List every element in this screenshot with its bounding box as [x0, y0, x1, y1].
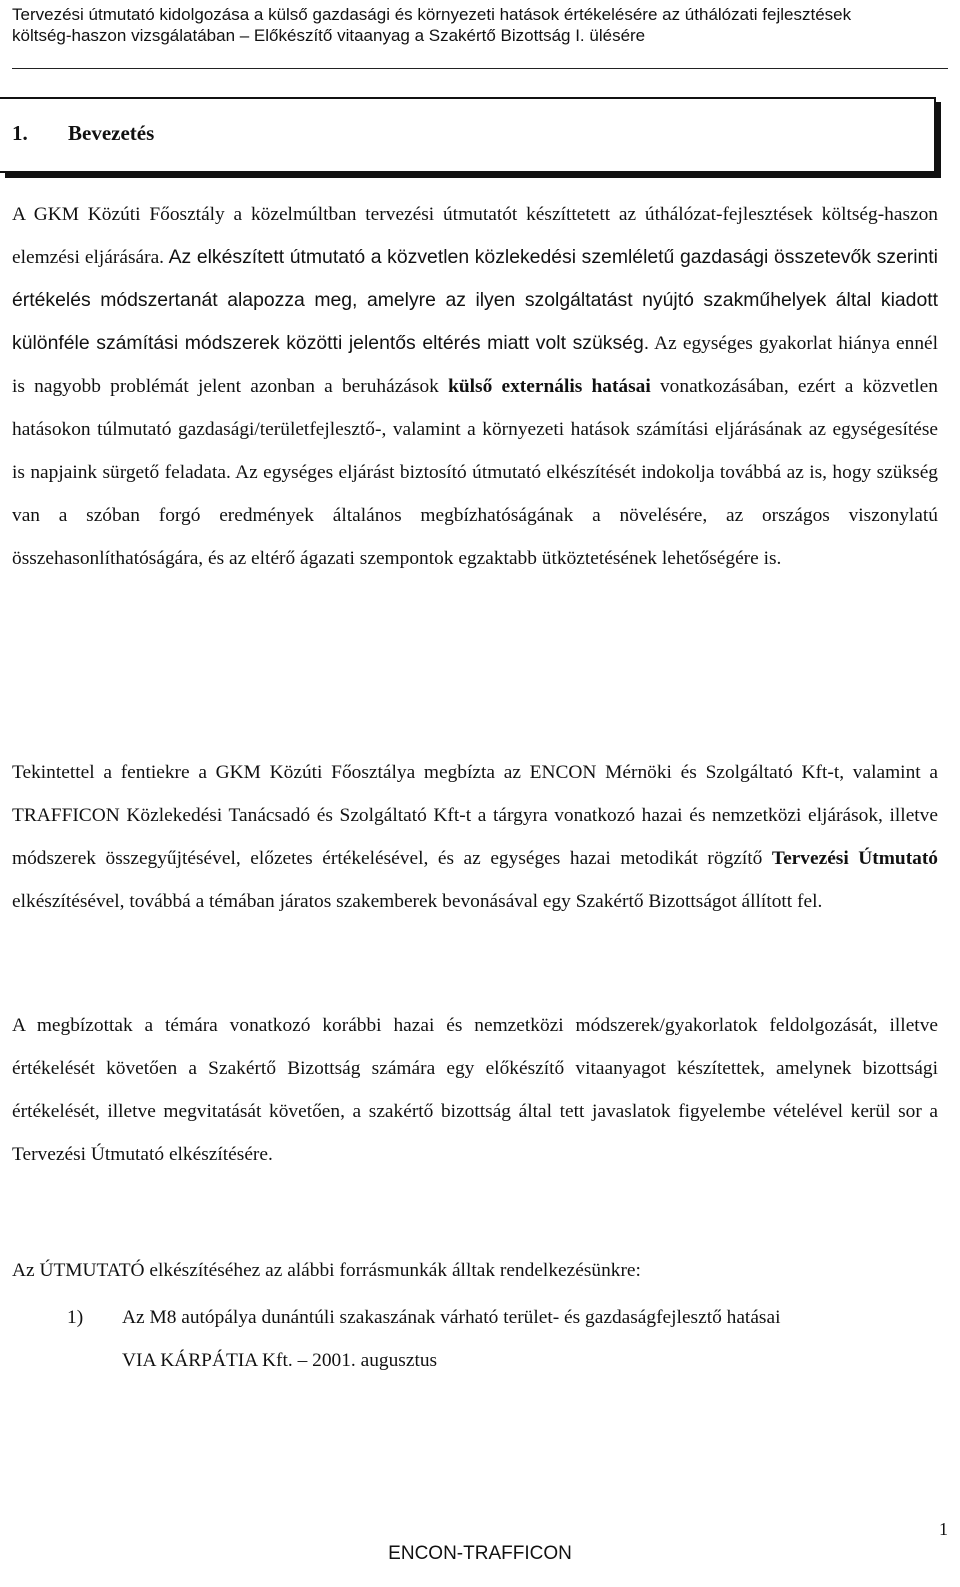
running-header — [12, 4, 948, 46]
footer-text: ENCON-TRAFFICON — [388, 1543, 572, 1564]
paragraph-intro — [12, 193, 938, 580]
header-line-1: Tervezési útmutató kidolgozása a külső gazdasági és környezeti hatások értékelésére az úthálózati fejlesztések — [12, 5, 852, 24]
paragraph-intro-part-d: vonatkozásában, ezért a közvetlen hatásokon túlmutató gazdasági/területfejlesztő-, valamint a környezeti hatások számítási eljárásának az egységesítése is napjaink sürgető feladata. Az egységes eljárást biztosító útmutató elkészítését indokolja továbbá az is, hogy szükség van a szóban forgó eredmények általános megbízhatóságának a növelésére, az országos viszonylatú összehasonlíthatóságára, és az eltérő ágazati szempontok egzaktabb ütköztetésének lehetőségére is. — [12, 376, 938, 569]
paragraph-commission — [12, 751, 938, 923]
section-heading — [12, 121, 154, 145]
source-title: Az M8 autópálya dunántúli szakaszának várható terület- és gazdaságfejlesztő hatásai — [122, 1307, 781, 1328]
paragraph-intro-part-c: Az egységes gyakorlat hiánya ennél is nagyobb problémát jelent azonban a beruházások — [12, 333, 939, 397]
header-divider — [12, 68, 948, 69]
list-item — [12, 1296, 938, 1382]
section-title: Bevezetés — [68, 121, 155, 145]
list-marker: 1) — [67, 1307, 84, 1328]
paragraph-process: A megbízottak a témára vonatkozó korábbi hazai és nemzetközi módszerek/gyakorlatok feldolgozását, illetve értékelését követően a Szakértő Bizottság számára egy előkészítő vitaanyagot készítettek, amelynek bizottsági értékelését, illetve megvitatását követően, a szakértő bizottság által tett javaslatok figyelembe vételével kerül sor a Tervezési Útmutató elkészítésére. — [12, 1015, 938, 1165]
paragraph-intro-part-b: Az elkészített útmutató a közvetlen közlekedési szemléletű gazdasági összetevők szerinti értékelés módszertanát alapozza meg, amelyre az ilyen szolgáltatást nyújtó szakműhelyek által kiadott különféle számítási módszerek közötti jelentős eltérés miatt volt szükség. — [12, 246, 938, 354]
paragraph-intro-part-a: A GKM Közúti Főosztály a közelmúltban tervezési útmutatót készíttetett az úthálózat-fejlesztések költség-haszon elemzési eljárására. — [12, 204, 938, 268]
paragraph-commission-part-b: elkészítésével, továbbá a témában járatos szakemberek bevonásával egy Szakértő Bizottságot állított fel. — [12, 891, 823, 912]
paragraph-commission-part-a: Tekintettel a fentiekre a GKM Közúti Főosztálya megbízta az ENCON Mérnöki és Szolgáltató Kft-t, valamint a TRAFFICON Közlekedési Tanácsadó és Szolgáltató Kft-t a tárgyra vonatkozó hazai és nemzetközi eljárások, illetve módszerek összegyűjtésével, előzetes értékelésével, és az egységes hazai metodikát rögzítő — [12, 762, 938, 869]
paragraph-sources-intro: Az ÚTMUTATÓ elkészítéséhez az alábbi forrásmunkák álltak rendelkezésünkre: — [12, 1260, 641, 1281]
emphasis-guideline-title: Tervezési Útmutató — [771, 848, 938, 869]
header-line-2: költség-haszon vizsgálatában – Előkészítő vitaanyag a Szakértő Bizottság I. ülésére — [12, 26, 646, 45]
section-number: 1. — [12, 121, 28, 145]
page-number: 1 — [939, 1519, 948, 1539]
sources-list — [12, 1296, 938, 1382]
emphasis-external-effects: külső externális hatásai — [448, 376, 651, 397]
source-publisher: VIA KÁRPÁTIA Kft. – 2001. augusztus — [122, 1350, 438, 1371]
